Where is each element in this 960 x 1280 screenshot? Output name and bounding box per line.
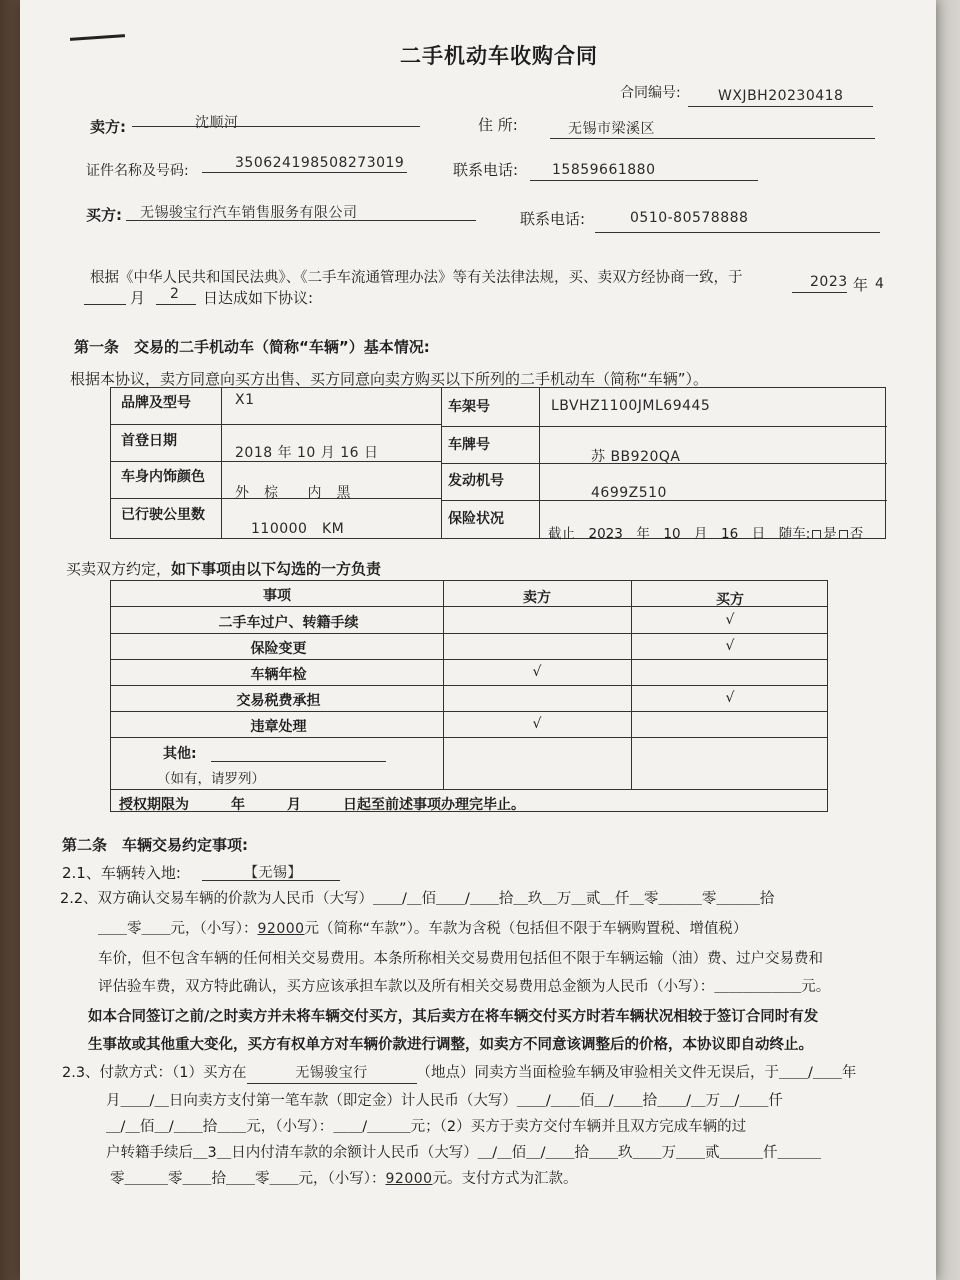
article1-intro: 根据本协议，卖方同意向买方出售、买方同意向卖方购买以下所列的二手机动车（简称“车辆”）。 bbox=[70, 370, 709, 388]
header-buyer: 买方 bbox=[716, 592, 744, 608]
seller-address: 无锡市梁溪区 bbox=[568, 121, 655, 137]
clause-2-3-amount: 92000 bbox=[385, 1171, 433, 1187]
check-inspection-seller: √ bbox=[532, 664, 542, 680]
check-violations-seller: √ bbox=[532, 716, 542, 732]
header-seller: 卖方 bbox=[523, 590, 551, 606]
clause-2-3-line4: 户转籍手续后＿3＿日内付清车款的余额计人民币（大写）＿/＿佰＿/＿＿拾＿＿玖＿＿万＿＿贰＿＿＿仟＿＿＿ bbox=[106, 1145, 821, 1161]
preamble-day: 2 bbox=[170, 286, 180, 302]
label-plate: 车牌号 bbox=[448, 437, 490, 453]
pen-mark bbox=[70, 34, 125, 41]
preamble-month-label: 月 bbox=[130, 289, 146, 307]
item-tax: 交易税费承担 bbox=[236, 693, 321, 709]
label-brand-model: 品牌及型号 bbox=[121, 395, 191, 411]
insurance-yes-label: 是 bbox=[823, 526, 837, 542]
clause-2-3-line5b: 元。支付方式为汇款。 bbox=[432, 1171, 578, 1187]
clause-2-2-line4: 评估验车费，双方特此确认，买方应该承担车款以及所有相关交易费用总金额为人民币（小写）：＿＿＿＿＿＿元。 bbox=[98, 979, 831, 995]
seller-phone: 15859661880 bbox=[552, 162, 656, 178]
label-vin: 车架号 bbox=[448, 399, 490, 415]
responsibility-intro: 买卖双方约定，如下事项由以下勾选的一方负责 bbox=[66, 560, 382, 578]
item-transfer: 二手车过户、转籍手续 bbox=[218, 615, 359, 631]
article1-heading: 第一条 交易的二手机动车（简称“车辆”）基本情况: bbox=[74, 338, 430, 356]
check-transfer-buyer: √ bbox=[725, 612, 735, 628]
clause-2-2-bold1: 如本合同签订之前/之时卖方并未将车辆交付买方，其后卖方在将车辆交付买方时若车辆状况相较于签订合同时有发 bbox=[88, 1009, 819, 1025]
value-color: 外 棕 内 黑 bbox=[235, 485, 351, 501]
clause-2-3-line2: 月＿＿/＿日向卖方支付第一笔车款（即定金）计人民币（大写）＿＿/＿＿佰＿/＿＿拾＿＿/＿万＿/＿＿仟 bbox=[106, 1093, 783, 1109]
value-mileage: 110000 KM bbox=[251, 521, 345, 537]
clause-2-1-label: 2.1、车辆转入地: bbox=[62, 864, 181, 882]
value-engine-no: 4699Z510 bbox=[591, 485, 667, 501]
preamble-year-label: 年 bbox=[853, 276, 869, 294]
check-insurance-buyer: √ bbox=[725, 638, 735, 654]
authorization-period: 授权期限为 年 月 日起至前述事项办理完毕止。 bbox=[119, 797, 525, 813]
seller-id-value: 350624198508273019 bbox=[235, 155, 405, 171]
contract-page bbox=[20, 0, 936, 1280]
clause-2-3-line3: ＿/＿佰＿/＿＿拾＿＿元，（小写）：＿＿/＿＿＿元；（2）买方于卖方交付车辆并且双方完成车辆的过 bbox=[106, 1119, 747, 1135]
clause-2-2-line2b: 元（简称“车款”）。车款为含税（包括但不限于车辆购置税、增值税） bbox=[304, 921, 748, 937]
buyer-phone-label: 联系电话: bbox=[520, 210, 586, 228]
label-color: 车身内饰颜色 bbox=[121, 469, 205, 485]
contract-no-label: 合同编号: bbox=[620, 85, 681, 101]
value-vin: LBVHZ1100JML69445 bbox=[551, 398, 711, 414]
preamble-month: 4 bbox=[875, 276, 885, 292]
contract-no-value: WXJBH20230418 bbox=[718, 88, 844, 104]
value-first-registration: 2018 年 10 月 16 日 bbox=[235, 445, 379, 461]
seller-label: 卖方: bbox=[90, 118, 126, 136]
header-item: 事项 bbox=[263, 588, 291, 604]
check-tax-buyer: √ bbox=[725, 690, 735, 706]
document-title: 二手机动车收购合同 bbox=[400, 44, 598, 68]
clause-2-3-line5a: 零＿＿＿零＿＿拾＿＿零＿＿元，（小写）： bbox=[110, 1171, 386, 1187]
article2-heading: 第二条 车辆交易约定事项: bbox=[62, 836, 248, 854]
clause-2-2-line1: 2.2、双方确认交易车辆的价款为人民币（大写）＿＿/＿佰＿＿/＿＿拾＿玖＿万＿贰＿仟＿零＿＿＿零＿＿＿拾 bbox=[60, 891, 775, 907]
buyer-phone: 0510-80578888 bbox=[630, 210, 749, 226]
item-violations: 违章处理 bbox=[250, 719, 307, 735]
seller-name: 沈顺河 bbox=[195, 115, 239, 131]
clause-2-2-amount: 92000 bbox=[257, 921, 305, 937]
insurance-yes-checkbox[interactable] bbox=[812, 530, 821, 539]
other-label: 其他: bbox=[163, 746, 197, 762]
vehicle-info-table bbox=[110, 387, 886, 542]
clause-2-3-line1b: （地点）同卖方当面检验车辆及审验相关文件无误后，于＿＿/＿＿年 bbox=[416, 1065, 857, 1081]
item-insurance-change: 保险变更 bbox=[250, 641, 307, 657]
buyer-name: 无锡骏宝行汽车销售服务有限公司 bbox=[140, 205, 358, 221]
seller-id-label: 证件名称及号码: bbox=[86, 163, 189, 179]
label-first-registration: 首登日期 bbox=[121, 433, 177, 449]
label-mileage: 已行驶公里数 bbox=[121, 507, 205, 523]
label-engine-no: 发动机号 bbox=[448, 473, 504, 489]
value-brand-model: X1 bbox=[235, 392, 255, 408]
clause-2-3-place: 无锡骏宝行 bbox=[247, 1063, 417, 1084]
label-insurance: 保险状况 bbox=[448, 511, 504, 527]
clause-2-2-bold2: 生事故或其他重大变化，买方有权单方对车辆价款进行调整，如卖方不同意该调整后的价格，本协议即自动终止。 bbox=[88, 1037, 813, 1053]
insurance-no-label: 否 bbox=[849, 526, 864, 542]
item-annual-inspection: 车辆年检 bbox=[250, 667, 307, 683]
preamble-day-suffix: 日达成如下协议: bbox=[203, 289, 314, 307]
clause-2-2-line2a: ＿＿零＿＿元，（小写）： bbox=[98, 921, 258, 937]
insurance-no-checkbox[interactable] bbox=[839, 530, 848, 539]
buyer-label: 买方: bbox=[86, 206, 122, 224]
seller-phone-label: 联系电话: bbox=[453, 161, 519, 179]
preamble-text: 根据《中华人民共和国民法典》、《二手车流通管理办法》等有关法律法规，买、卖双方经协商一致，于 bbox=[90, 270, 743, 286]
responsibility-table bbox=[110, 580, 828, 812]
value-plate: 苏 BB920QA bbox=[591, 449, 681, 465]
other-note: （如有，请罗列） bbox=[157, 771, 265, 787]
clause-2-2-line3: 车价，但不包含车辆的任何相关交易费用。本条所称相关交易费用包括但不限于车辆运输（油）费、过户交易费和 bbox=[98, 951, 823, 967]
seller-address-label: 住 所: bbox=[478, 116, 518, 134]
clause-2-1-value: 【无锡】 bbox=[244, 865, 302, 881]
value-insurance: 截止 2023 年 10 月 16 日 随车: bbox=[548, 526, 811, 542]
clause-2-3-line1a: 2.3、付款方式：（1）买方在 bbox=[62, 1065, 247, 1081]
preamble-year: 2023 bbox=[810, 274, 848, 290]
